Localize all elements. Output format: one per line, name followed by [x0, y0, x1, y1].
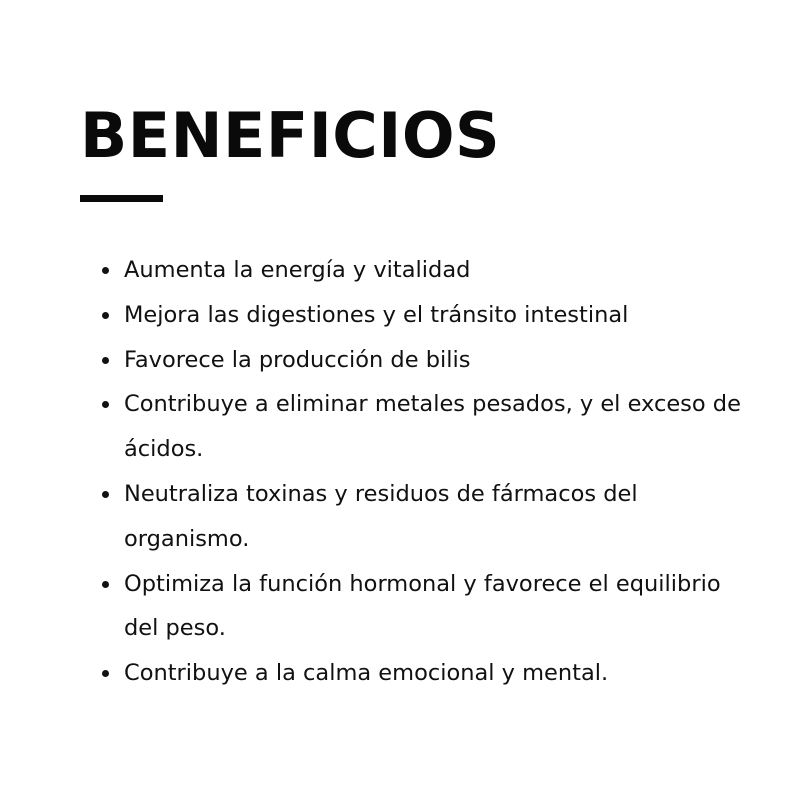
benefits-list — [98, 248, 744, 696]
list-item: Contribuye a la calma emocional y mental. — [124, 651, 744, 696]
list-item: Contribuye a eliminar metales pesados, y el exceso de ácidos. — [124, 382, 744, 472]
list-item: Optimiza la función hormonal y favorece el equilibrio del peso. — [124, 562, 744, 652]
title-underline — [80, 195, 163, 202]
list-item: Favorece la producción de bilis — [124, 338, 744, 383]
page-title: BENEFICIOS — [80, 99, 501, 172]
list-item: Aumenta la energía y vitalidad — [124, 248, 744, 293]
list-item: Neutraliza toxinas y residuos de fármacos del organismo. — [124, 472, 744, 562]
list-item: Mejora las digestiones y el tránsito intestinal — [124, 293, 744, 338]
